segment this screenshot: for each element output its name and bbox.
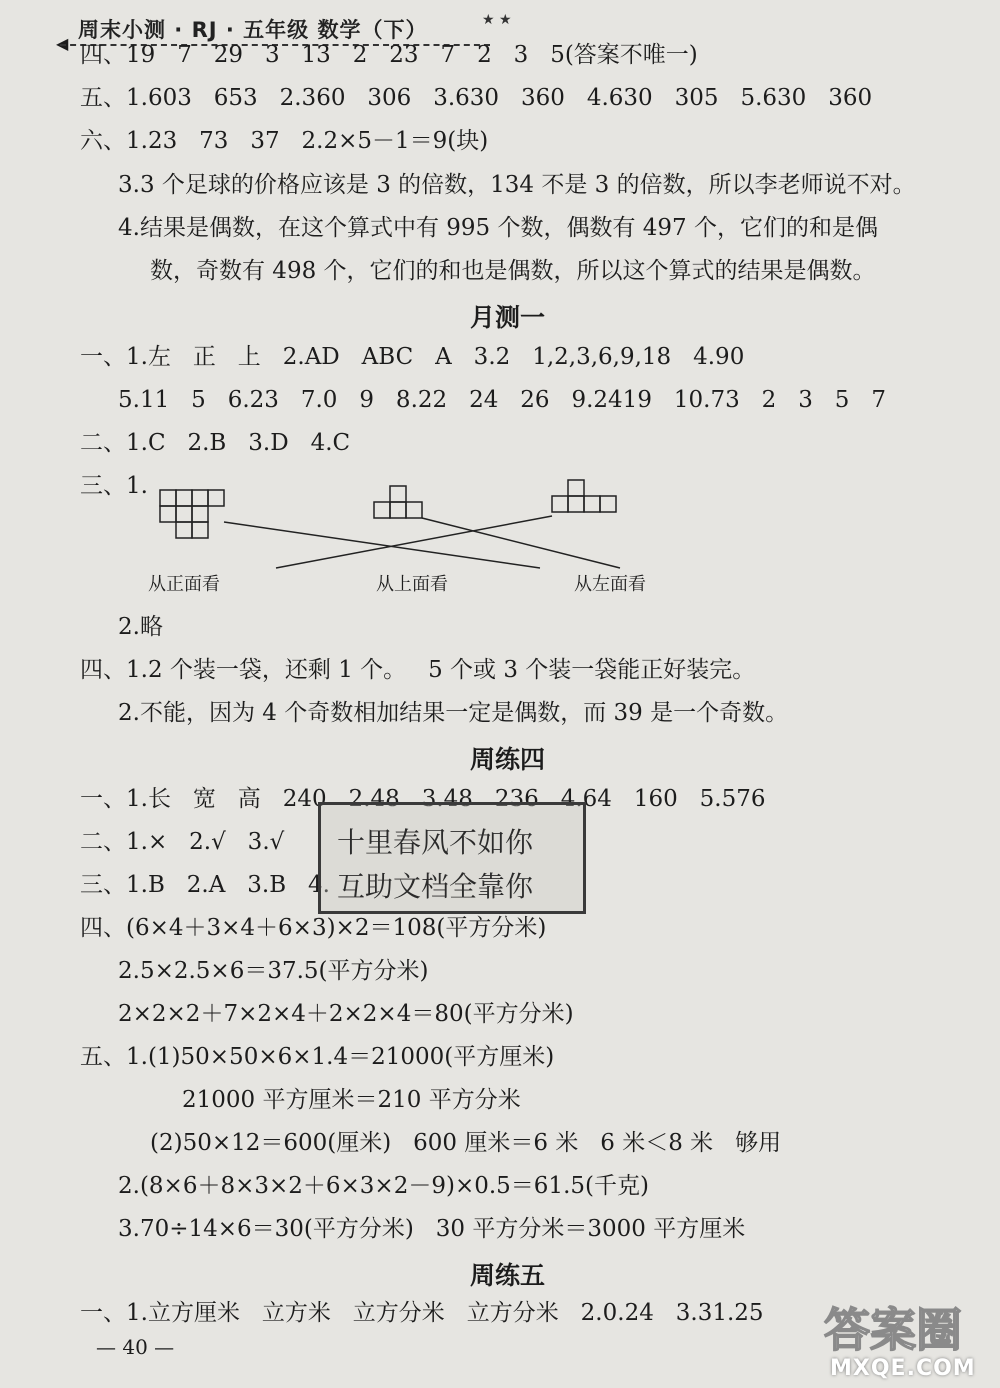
section-title-week5: 周练五 <box>470 1261 546 1290</box>
answer-line: 四、(6×4＋3×4＋6×3)×2＝108(平方分米) <box>80 915 547 941</box>
answer-line: 三、1.B 2.A 3.B 4. <box>80 872 330 898</box>
answer-line: 二、1.C 2.B 3.D 4.C <box>80 430 351 456</box>
answer-line: 数，奇数有 498 个，它们的和也是偶数，所以这个算式的结果是偶数。 <box>150 258 876 284</box>
watermark-text: 答案圈 <box>824 1303 962 1357</box>
answer-line: 2.5×2.5×6＝37.5(平方分米) <box>118 958 429 984</box>
answer-line: 3.3 个足球的价格应该是 3 的倍数，134 不是 3 的倍数，所以李老师说不对。 <box>118 172 916 198</box>
answer-line: 二、1.× 2.√ 3.√ <box>80 829 285 855</box>
answer-line: 五、1.603 653 2.360 306 3.630 360 4.630 305 5.630 360 <box>80 85 873 111</box>
page-header <box>56 10 512 53</box>
answer-line: 2.(8×6＋8×3×2＋6×3×2－9)×0.5＝61.5(千克) <box>118 1173 649 1199</box>
watermark-url: MXQE.COM <box>830 1356 976 1381</box>
front-view-figure <box>160 490 224 538</box>
header-stars: ★ ★ <box>482 12 512 28</box>
answer-line: 3.70÷14×6＝30(平方分米) 30 平方分米＝3000 平方厘米 <box>118 1216 746 1242</box>
stamp-line: 十里春风不如你 <box>337 826 534 859</box>
answer-line: 一、1.长 宽 高 240 2.48 3.48 236 4.64 160 5.576 <box>80 786 766 812</box>
view-label-front: 从正面看 <box>148 574 220 595</box>
answer-line: 2.不能，因为 4 个奇数相加结果一定是偶数，而 39 是一个奇数。 <box>118 700 789 726</box>
arrow-left-icon: ◀ <box>56 34 69 53</box>
answer-line: 4.结果是偶数，在这个算式中有 995 个数，偶数有 497 个，它们的和是偶 <box>118 215 878 241</box>
answer-line: 2×2×2＋7×2×4＋2×2×4＝80(平方分米) <box>118 1001 574 1027</box>
answer-line: 三、1. <box>80 473 148 499</box>
answer-line: 四、19 7 29 3 13 2 23 7 2 3 5(答案不唯一) <box>80 42 698 68</box>
section-title-month-test: 月测一 <box>470 303 546 332</box>
stamp-line: 互助文档全靠你 <box>337 870 534 903</box>
answer-line: 21000 平方厘米＝210 平方分米 <box>182 1087 521 1113</box>
view-label-top: 从上面看 <box>376 574 448 595</box>
answer-line: 2.略 <box>118 614 163 640</box>
stamp <box>318 802 586 914</box>
answer-line: 四、1.2 个装一袋，还剩 1 个。 5 个或 3 个装一袋能正好装完。 <box>80 657 756 683</box>
answer-line: 一、1.左 正 上 2.AD ABC A 3.2 1,2,3,6,9,18 4.90 <box>80 344 745 370</box>
left-view-figure <box>552 480 616 512</box>
three-views-matching-diagram <box>150 476 690 576</box>
answer-line: 一、1.立方厘米 立方米 立方分米 立方分米 2.0.24 3.31.25 <box>80 1300 764 1326</box>
matching-lines <box>224 516 620 568</box>
section-title-week4: 周练四 <box>470 745 546 774</box>
answer-line: 六、1.23 73 37 2.2×5－1＝9(块) <box>80 128 489 154</box>
top-view-figure <box>374 486 422 518</box>
page-number: — 40 — <box>96 1335 175 1359</box>
view-label-left: 从左面看 <box>574 574 646 595</box>
answer-line: 5.11 5 6.23 7.0 9 8.22 24 26 9.2419 10.73 2 3 5 7 <box>118 387 886 413</box>
header-title: 周末小测 · RJ · 五年级 数学（下） <box>78 18 428 42</box>
answer-line: 五、1.(1)50×50×6×1.4＝21000(平方厘米) <box>80 1044 555 1070</box>
answer-line: (2)50×12＝600(厘米) 600 厘米＝6 米 6 米＜8 米 够用 <box>150 1130 782 1156</box>
